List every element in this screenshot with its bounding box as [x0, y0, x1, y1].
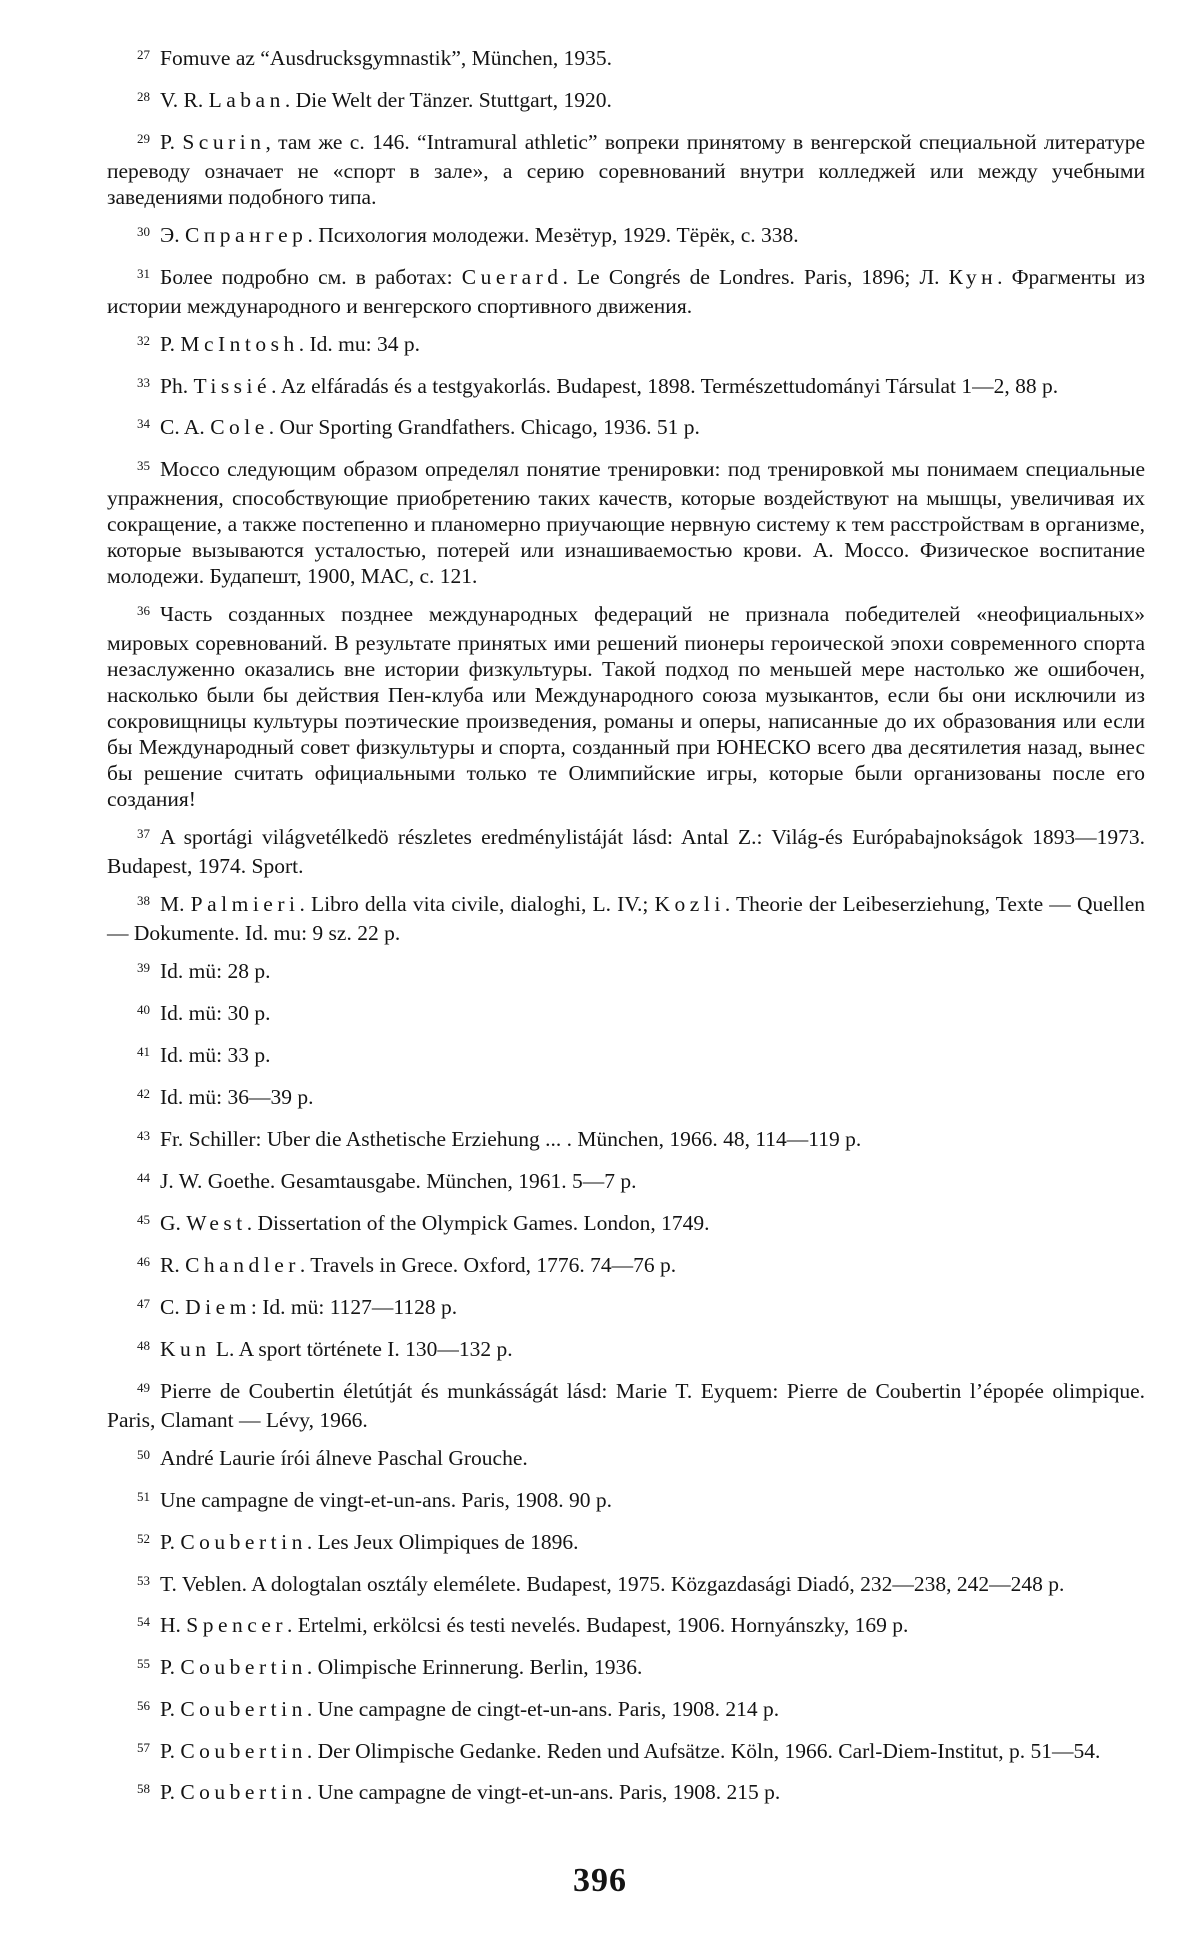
footnote-number: 54 [137, 1614, 150, 1629]
footnote-author: Scurin [182, 130, 266, 154]
footnote-author: Coubertin [180, 1655, 307, 1679]
footnote-text: . Travels in Grece. Oxford, 1776. 74—76 p. [299, 1253, 677, 1277]
footnote [107, 1487, 1145, 1516]
footnote-author: Spencer [186, 1613, 288, 1637]
footnote-number: 56 [137, 1698, 150, 1713]
footnote-text: Une campagne de vingt-et-un-ans. Paris, 1908. 90 p. [160, 1488, 612, 1512]
footnote-text: Id. mü: 36—39 p. [160, 1085, 314, 1109]
footnote-author: Coubertin [180, 1697, 307, 1721]
footnote-author: Спрангер [184, 223, 308, 247]
footnote-number: 50 [137, 1447, 150, 1462]
page-number: 396 [573, 1862, 627, 1899]
footnote-text: . Theorie der Leibeserziehung, Texte — Quellen — Dokumente. Id. mu: 9 sz. 22 p. [107, 892, 1145, 945]
footnote-text: . Une campagne de vingt-et-un-ans. Paris, 1908. 215 p. [306, 1780, 781, 1804]
footnote [107, 1252, 1145, 1281]
footnote-text: G. [160, 1211, 187, 1235]
footnote [107, 1779, 1145, 1808]
footnote-text: V. R. [160, 88, 209, 112]
footnote-text: . Le Congrés de Londres. Paris, 1896; Л. [562, 265, 949, 289]
footnote-text: P. [160, 332, 181, 356]
footnote-text: . Les Jeux Olimpiques de 1896. [306, 1530, 579, 1554]
footnote-text: . Фрагменты из истории международного и венгерского спортивного движения. [107, 265, 1145, 318]
footnote-text: C. [160, 1295, 186, 1319]
footnote-number: 48 [137, 1338, 150, 1353]
footnote-text: Ph. [160, 374, 194, 398]
footnote-number: 35 [137, 458, 150, 473]
footnote [107, 45, 1145, 74]
footnote-number: 41 [137, 1044, 150, 1059]
footnote-author: West [186, 1211, 247, 1235]
footnote [107, 1042, 1145, 1071]
footnote-number: 33 [137, 375, 150, 390]
footnote-text: L. A sport története I. 130—132 p. [210, 1337, 513, 1361]
footnote [107, 1738, 1145, 1767]
footnotes-list [107, 45, 1145, 1821]
footnote-number: 53 [137, 1573, 150, 1588]
footnote-number: 34 [137, 416, 150, 431]
footnote [107, 1294, 1145, 1323]
footnote-text: Id. mü: 33 p. [160, 1043, 271, 1067]
footnote [107, 331, 1145, 360]
footnote [107, 373, 1145, 402]
footnote-text: . Id. mu: 34 p. [298, 332, 420, 356]
footnote-number: 42 [137, 1086, 150, 1101]
footnote-text: R. [160, 1253, 186, 1277]
footnote-author: Cuerard [461, 265, 563, 289]
footnote [107, 1612, 1145, 1641]
footnote-author: Kozli [654, 892, 725, 916]
footnote-author: Cole [210, 415, 269, 439]
footnote [107, 129, 1145, 210]
footnote-number: 43 [137, 1128, 150, 1143]
footnote-author: Chandler [185, 1253, 300, 1277]
footnote-text: P. [160, 1697, 181, 1721]
footnote-number: 57 [137, 1740, 150, 1755]
footnote-text: Моссо следующим образом определял понятие тренировки: под тренировкой мы понимаем специальные упражнения, способствующие приобретению таких качеств, которые воздействуют на мышцы, увеличивая их сокращение, а также постепенно и планомерно приучающие нервную систему к тем расстройствам в организме, которые вызываются усталостью, потерей или изнашиваемостью крови. А. Моссо. Физическое воспитание молодежи. Будапешт, 1900, МАС, с. 121. [107, 457, 1145, 588]
footnote-author: McIntosh [180, 332, 299, 356]
footnote-number: 40 [137, 1002, 150, 1017]
footnote [107, 1168, 1145, 1197]
footnote-text: . Ertelmi, erkölcsi és testi nevelés. Budapest, 1906. Hornyánszky, 169 p. [287, 1613, 909, 1637]
footnote-author: Laban [208, 88, 285, 112]
footnote-text: T. Veblen. A dologtalan osztály elemélete. Budapest, 1975. Közgazdasági Diadó, 232—238, 242—248 p. [160, 1572, 1065, 1596]
footnote [107, 264, 1145, 319]
footnote-author: Coubertin [180, 1739, 307, 1763]
footnote-number: 46 [137, 1254, 150, 1269]
footnote-author: Kun [160, 1337, 211, 1361]
footnote-text: H. [160, 1613, 187, 1637]
footnote [107, 1126, 1145, 1155]
footnote-number: 38 [137, 893, 150, 908]
footnote-number: 45 [137, 1212, 150, 1227]
footnote-text: Более подробно см. в работах: [160, 265, 462, 289]
footnote-text: P. [160, 130, 183, 154]
footnote-number: 52 [137, 1531, 150, 1546]
footnote [107, 1654, 1145, 1683]
footnote-text: . Olimpische Erinnerung. Berlin, 1936. [306, 1655, 643, 1679]
footnote [107, 414, 1145, 443]
footnote-author: Palmieri [190, 892, 300, 916]
footnote-text: J. W. Goethe. Gesamtausgabe. München, 1961. 5—7 p. [160, 1169, 637, 1193]
footnote-number: 55 [137, 1656, 150, 1671]
footnote-number: 30 [137, 224, 150, 239]
footnote-number: 29 [137, 131, 150, 146]
footnote-number: 58 [137, 1781, 150, 1796]
footnote [107, 1084, 1145, 1113]
footnote-author: Diem [185, 1295, 251, 1319]
footnote [107, 456, 1145, 589]
footnote-number: 32 [137, 333, 150, 348]
footnote-text: , там же с. 146. “Intramural athletic” вопреки принятому в венгерской специальной литературе переводу означает не «спорт в зале», а серию соревнований внутри колледжей или между учебными заведениями подобного типа. [107, 130, 1145, 209]
footnote [107, 222, 1145, 251]
footnote [107, 1445, 1145, 1474]
footnote-number: 49 [137, 1380, 150, 1395]
footnote-number: 37 [137, 826, 150, 841]
footnote [107, 1336, 1145, 1365]
footnote [107, 1529, 1145, 1558]
footnote-text: P. [160, 1739, 181, 1763]
footnote [107, 1571, 1145, 1600]
footnote-text: André Laurie írói álneve Paschal Grouche. [160, 1446, 528, 1470]
footnote-text: . Our Sporting Grandfathers. Chicago, 1936. 51 p. [268, 415, 700, 439]
footnote [107, 601, 1145, 812]
footnote-text: . Une campagne de cingt-et-un-ans. Paris, 1908. 214 p. [306, 1697, 780, 1721]
footnote [107, 1210, 1145, 1239]
footnote-number: 28 [137, 89, 150, 104]
footnote-author: Coubertin [180, 1780, 307, 1804]
footnote-text: P. [160, 1655, 181, 1679]
footnote-number: 27 [137, 47, 150, 62]
footnote [107, 87, 1145, 116]
footnote [107, 958, 1145, 987]
footnote [107, 891, 1145, 946]
footnote-author: Coubertin [180, 1530, 307, 1554]
footnote [107, 1696, 1145, 1725]
footnote-text: . Der Olimpische Gedanke. Reden und Aufsätze. Köln, 1966. Carl-Diem-Institut, p. 51—54. [306, 1739, 1101, 1763]
footnote [107, 1378, 1145, 1433]
footnote-author: Кун [948, 265, 998, 289]
footnote-text: Fr. Schiller: Uber die Asthetische Erziehung ... . München, 1966. 48, 114—119 p. [160, 1127, 862, 1151]
footnote-text: . Dissertation of the Olympick Games. London, 1749. [246, 1211, 710, 1235]
footnote-text: . Az elfáradás és a testgyakorlás. Budapest, 1898. Természettudományi Társulat 1—2, 88 p. [271, 374, 1059, 398]
footnote-text: . Die Welt der Tänzer. Stuttgart, 1920. [284, 88, 612, 112]
footnote-number: 47 [137, 1296, 150, 1311]
footnote-text: P. [160, 1530, 181, 1554]
footnote-text: . Libro della vita civile, dialoghi, L. IV.; [299, 892, 655, 916]
footnote-number: 31 [137, 266, 150, 281]
footnote-text: : Id. mü: 1127—1128 p. [250, 1295, 458, 1319]
footnote-text: Id. mü: 28 p. [160, 959, 271, 983]
footnote-text: Часть созданных позднее международных федераций не признала победителей «неофициальных» мировых соревнований. В результате принятых ими решений пионеры героической эпохи современного спорта незаслуженно оказались вне истории физкультуры. Такой подход по меньшей мере настолько же ошибочен, насколько были бы действия Пен-клуба или Международного союза музыкантов, если бы они исключили из сокровищницы культуры поэтические произведения, романы и оперы, написанные до их образования или если бы Международный совет физкультуры и спорта, созданный при ЮНЕСКО всего два десятилетия назад, вынес бы решение считать официальными только те Олимпийские игры, которые были организованы после его создания! [107, 602, 1145, 811]
footnote-number: 36 [137, 603, 150, 618]
footnote-text: Э. [160, 223, 185, 247]
footnote-text: M. [160, 892, 191, 916]
footnote-text: Pierre de Coubertin életútját és munkásságát lásd: Marie T. Eyquem: Pierre de Coubertin l’épopée olimpique. Paris, Clamant — Lévy, 1966. [107, 1379, 1145, 1432]
footnote-number: 44 [137, 1170, 150, 1185]
footnote-text: Id. mü: 30 p. [160, 1001, 271, 1025]
footnote-text: A sportági világvetélkedö részletes eredménylistáját lásd: Antal Z.: Világ-és Európabajnokságok 1893—1973. Budapest, 1974. Sport. [107, 825, 1145, 878]
footnote-text: Fomuve az “Ausdrucksgymnastik”, München, 1935. [160, 46, 613, 70]
footnote-text: . Психология молодежи. Мезётур, 1929. Тёрёк, с. 338. [307, 223, 799, 247]
footnote [107, 1000, 1145, 1029]
footnote-author: Tissié [193, 374, 272, 398]
footnote-number: 39 [137, 960, 150, 975]
footnote-text: C. A. [160, 415, 211, 439]
footnote-text: P. [160, 1780, 181, 1804]
footnote-number: 51 [137, 1489, 150, 1504]
footnote [107, 824, 1145, 879]
